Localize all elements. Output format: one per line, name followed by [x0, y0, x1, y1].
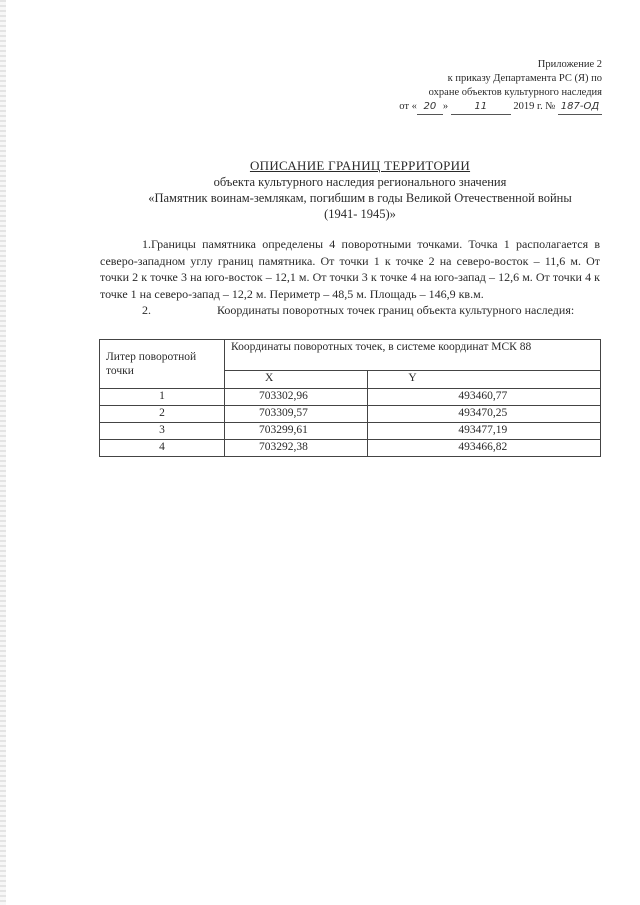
point-x: 703299,61 — [225, 423, 368, 440]
point-y: 493470,25 — [368, 406, 601, 423]
table-row — [100, 389, 601, 406]
appendix-header — [372, 58, 602, 115]
appendix-number: 187-ОД — [558, 100, 602, 115]
point-label: 3 — [100, 423, 225, 440]
appendix-department: охране объектов культурного наследия — [428, 87, 602, 98]
appendix-day: 20 — [417, 100, 443, 115]
point-x: 703292,38 — [225, 440, 368, 457]
table-row — [100, 406, 601, 423]
point-y: 493466,82 — [368, 440, 601, 457]
document-body — [100, 236, 600, 319]
point-y: 493477,19 — [368, 423, 601, 440]
header-x: X — [225, 370, 368, 388]
header-coordinate-system: Координаты поворотных точек, в системе координат МСК 88 — [225, 340, 601, 371]
title-monument-name: «Памятник воинам-землякам, погибшим в годы Великой Отечественной войны — [148, 191, 572, 205]
appendix-title: Приложение 2 — [537, 59, 602, 70]
title-years: (1941- 1945)» — [324, 207, 396, 221]
paragraph-coordinates-intro: 2. Координаты поворотных точек границ объекта культурного наследия: — [142, 303, 575, 317]
point-label: 2 — [100, 406, 225, 423]
point-label: 1 — [100, 389, 225, 406]
paragraph-boundaries: 1.Границы памятника определены 4 поворотными точками. Точка 1 располагается в северо-западном углу границ памятника. От точки 1 к точке 2 на северо-восток – 11,6 м. От точки 2 к точке 3 на юго-восток – 12,1 м. От точки 3 к точке 4 на юго-запад – 12,6 м. От точки 4 к точке 1 на северо-запад – 12,2 м. Периметр – 48,5 м. Площадь – 146,9 кв.м. — [100, 237, 600, 301]
appendix-month: 11 — [451, 100, 511, 115]
appendix-date-line: от « 20 » 11 2019 г. № 187-ОД — [372, 100, 602, 115]
scan-edge — [0, 0, 6, 905]
table-row — [100, 423, 601, 440]
point-x: 703309,57 — [225, 406, 368, 423]
appendix-order-ref: к приказу Департамента РС (Я) по — [447, 73, 602, 84]
point-y: 493460,77 — [368, 389, 601, 406]
title-object-type: объекта культурного наследия регионального значения — [213, 175, 507, 189]
point-x: 703302,96 — [225, 389, 368, 406]
coordinates-table — [99, 339, 601, 457]
document-title — [100, 158, 620, 222]
point-label: 4 — [100, 440, 225, 457]
table-header-row — [100, 340, 601, 371]
table-row — [100, 440, 601, 457]
header-y: Y — [368, 370, 601, 388]
title-main: ОПИСАНИЕ ГРАНИЦ ТЕРРИТОРИИ — [249, 158, 471, 173]
header-liter: Литер поворотной точки — [100, 340, 225, 389]
